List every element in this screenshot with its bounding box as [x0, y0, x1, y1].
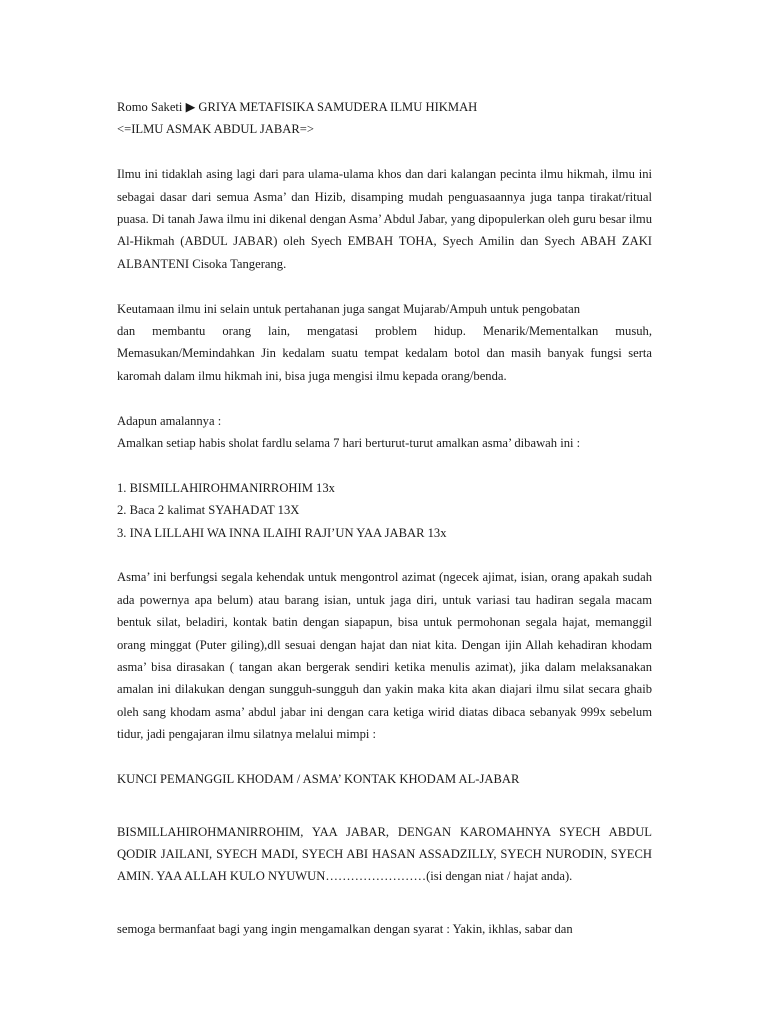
amalan-heading: Adapun amalannya :: [117, 413, 222, 428]
keutamaan-body: dan membantu orang lain, mengatasi problem hidup. Menarik/Mementalkan musuh, Memasukan/Memindahkan Jin kedalam suatu tempat kedalam botol dan masih banyak fungsi serta karomah dalam ilmu hikmah ini, bisa juga mengisi ilmu kepada orang/benda.: [117, 324, 652, 383]
intro-paragraph: Ilmu ini tidaklah asing lagi dari para ulama-ulama khos dan dari kalangan pecinta ilmu hikmah, ilmu ini sebagai dasar dari semua Asma’ dan Hizib, disamping mudah penguasaannya juga tanpa tirakat/ritual puasa. Di tanah Jawa ilmu ini dikenal dengan Asma’ Abdul Jabar, yang dipopulerkan oleh guru besar ilmu Al-Hikmah (ABDUL JABAR) oleh Syech EMBAH TOHA, Syech Amilin dan Syech ABAH ZAKI ALBANTENI Cisoka Tangerang.: [117, 167, 652, 271]
amalan-instruction: Amalkan setiap habis sholat fardlu selama 7 hari berturut-turut amalkan asma’ dibawah ini :: [117, 436, 581, 451]
amalan-paragraph: [117, 410, 652, 455]
header-title: Romo Saketi ▶ GRIYA METAFISIKA SAMUDERA ILMU HIKMAH: [117, 100, 478, 114]
keutamaan-first-line: Keutamaan ilmu ini selain untuk pertahanan juga sangat Mujarab/Ampuh untuk pengobatan: [117, 301, 581, 316]
closing-paragraph: semoga bermanfaat bagi yang ingin mengamalkan dengan syarat : Yakin, ikhlas, sabar dan: [117, 921, 573, 936]
list-item: 2. Baca 2 kalimat SYAHADAT 13X: [117, 503, 300, 518]
kunci-paragraph: BISMILLAHIROHMANIRROHIM, YAA JABAR, DENGAN KAROMAHNYA SYECH ABDUL QODIR JAILANI, SYECH MADI, SYECH ABI HASAN ASSADZILLY, SYECH NURODIN, SYECH AMIN. YAA ALLAH KULO NYUWUN……………………(isi dengan niat / hajat anda).: [117, 824, 652, 884]
steps-list: [117, 477, 652, 544]
list-item: 3. INA LILLAHI WA INNA ILAIHI RAJI’UN YAA JABAR 13x: [117, 525, 447, 540]
fungsi-paragraph: Asma’ ini berfungsi segala kehendak untuk mengontrol azimat (ngecek ajimat, isian, orang apakah sudah ada powernya apa belum) atau barang isian, untuk jaga diri, untuk variasi tau hadiran segala macam bentuk silat, beladiri, kontak batin dengan siapapun, bisa untuk permohonan segala hajat, memanggil orang minggat (Puter giling),dll sesuai dengan hajat dan niat kita. Dengan ijin Allah kehadiran khodam asma’ bisa dirasakan ( tangan akan bergerak sendiri ketika menulis azimat), jika dalam melaksanakan amalan ini dilakukan dengan sungguh-sungguh dan yakin maka kita akan diajari ilmu silat secara ghaib oleh sang khodam asma’ abdul jabar ini dengan cara ketiga wirid diatas dibaca sebanyak 999x sebelum tidur, jadi pengajaran ilmu silatnya melalui mimpi :: [117, 570, 652, 742]
document-page: [117, 96, 652, 963]
document-header: [117, 96, 652, 141]
keutamaan-paragraph: [117, 298, 652, 388]
header-subtitle: <=ILMU ASMAK ABDUL JABAR=>: [117, 122, 314, 137]
list-item: 1. BISMILLAHIROHMANIRROHIM 13x: [117, 480, 335, 495]
kunci-title: KUNCI PEMANGGIL KHODAM / ASMA’ KONTAK KHODAM AL-JABAR: [117, 772, 520, 787]
kunci-heading: [117, 768, 652, 790]
